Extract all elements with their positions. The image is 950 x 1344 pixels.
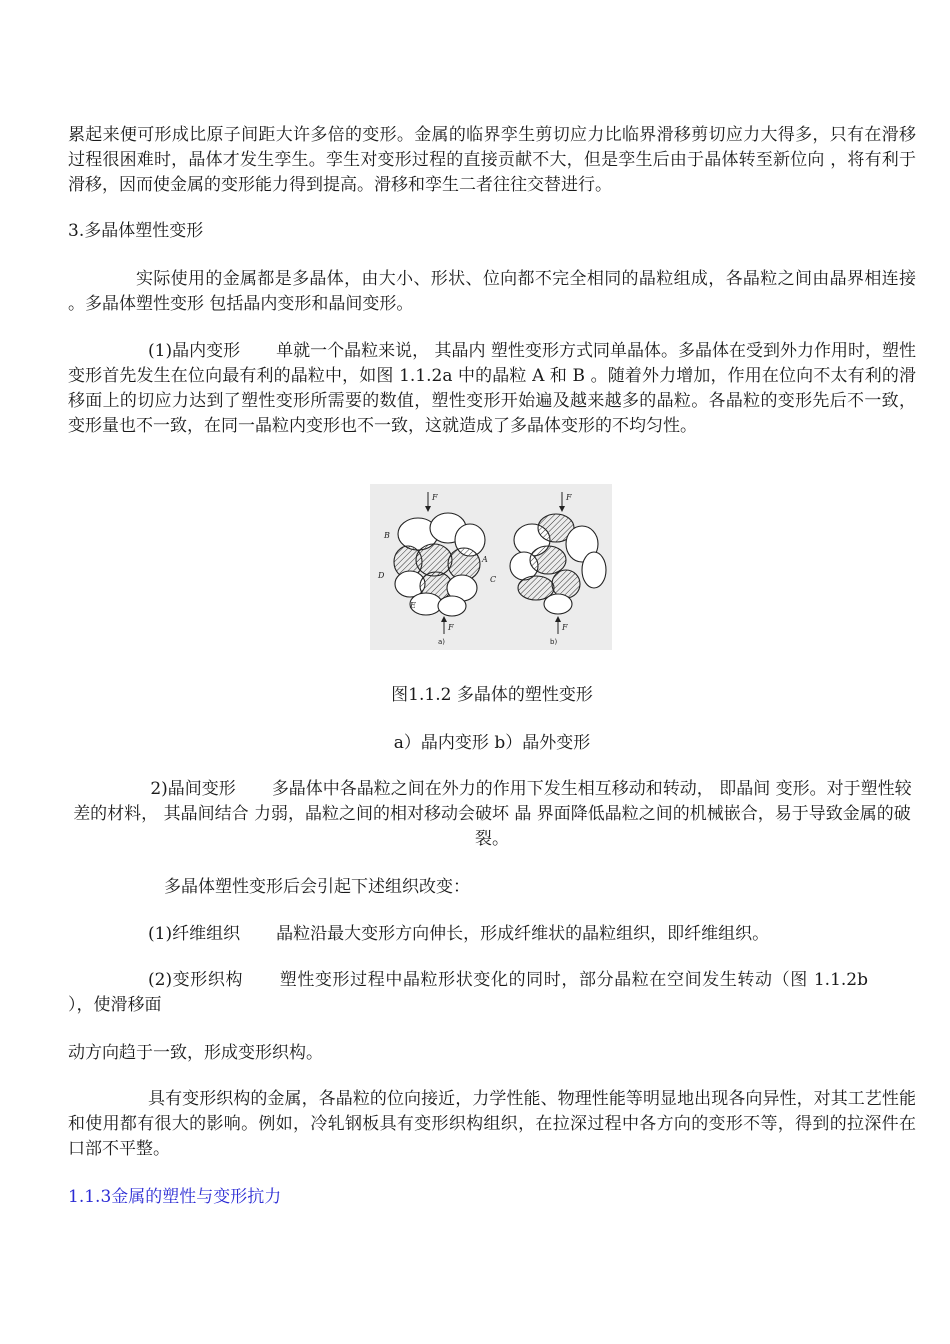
grain-label-b: B xyxy=(384,531,390,540)
paragraph-twinning: 累起来便可形成比原子间距大许多倍的变形。金属的临界孪生剪切应力比临界滑移剪切应力大得多，只有在滑移过程很困难时，晶体才发生孪生。孪生对变形过程的直接贡献不大，但是孪生后由于晶体转至新位向 ，将有利于滑移，因而使金属的变形能力得到提高。滑移和孪生二者往往交替进行。 xyxy=(68,125,916,195)
paragraph-polycrystal-intro: 实际使用的金属都是多晶体，由大小、形状、位向都不完全相同的晶粒组成，各晶粒之间由晶界相连接 。多晶体塑性变形 包括晶内变形和晶间变形。 xyxy=(68,269,916,314)
fiber-text: 晶粒沿最大变形方向伸长，形成纤维状的晶粒组织，即纤维组织。 xyxy=(276,924,770,944)
section-heading-polycrystal: 3.多晶体塑性变形 xyxy=(68,221,204,241)
force-label-bottom-b: F xyxy=(562,623,568,632)
figure-polycrystal-deformation xyxy=(370,484,612,650)
force-label-bottom-a: F xyxy=(448,623,454,632)
grain-label-c: C xyxy=(490,575,497,584)
grain-label-a: A xyxy=(482,555,488,564)
panel-b-caption: b) xyxy=(550,638,558,646)
paragraph-anisotropy: 具有变形织构的金属，各晶粒的位向接近，力学性能、物理性能等明显地出现各向异性，对其工艺性能和使用都有很大的影响。例如，冷轧钢板具有变形织构组织，在拉深过程中各方向的变形不等，得到的拉深件在口部不平整。 xyxy=(68,1089,916,1159)
panel-b-grains xyxy=(510,492,606,634)
grain-label-d: D xyxy=(378,571,385,580)
paragraph-intergranular xyxy=(68,777,916,852)
paragraph-fiber-structure xyxy=(68,922,916,947)
force-label-top-a: F xyxy=(432,493,438,502)
paragraph-texture xyxy=(68,968,868,1018)
section-heading-plasticity[interactable]: 1.1.3金属的塑性与变形抗力 xyxy=(68,1187,282,1207)
figure-subcaption: a）晶内变形 b）晶外变形 xyxy=(393,733,591,753)
force-label-top-b: F xyxy=(566,493,572,502)
paragraph-intragranular xyxy=(68,339,916,439)
panel-a-grains xyxy=(394,492,485,634)
paragraph-structure-changes: 多晶体塑性变形后会引起下述组织改变： xyxy=(164,877,470,897)
figure-caption: 图1.1.2 多晶体的塑性变形 xyxy=(391,685,593,705)
paragraph-texture-continued: 动方向趋于一致，形成变形织构。 xyxy=(68,1043,323,1063)
intergranular-label: 2)晶间变形 xyxy=(150,779,236,799)
panel-a-caption: a) xyxy=(438,638,446,646)
fiber-label: (1)纤维组织 xyxy=(148,924,241,944)
grain-label-e: E xyxy=(410,601,416,610)
intergranular-text: 多晶体中各晶粒之间在外力的作用下发生相互移动和转动， 即晶间 变形。对于塑性较差的材料， 其晶间结合 力弱，晶粒之间的相对移动会破坏 晶 界面降低晶粒之间的机械嵌合，易于导致金属的破裂。 xyxy=(73,779,912,849)
texture-text: 塑性变形过程中晶粒形状变化的同时，部分晶粒在空间发生转动（图 1.1.2b ），使滑移面 xyxy=(68,970,868,1015)
intragranular-text: 单就一个晶粒来说， 其晶内 塑性变形方式同单晶体。多晶体在受到外力作用时，塑性变形首先发生在位向最有利的晶粒中，如图 1.1.2a 中的晶粒 A 和 B 。随着外力增加，作用在位向不太有利的滑移面上的切应力达到了塑性变形所需要的数值，塑性变形开始遍及越来越多的晶粒。各晶粒的变形先后不一致，变形量也不一致，在同一晶粒内变形也不一致，这就造成了多晶体变形的不均匀性。 xyxy=(68,341,916,436)
intragranular-label: (1)晶内变形 xyxy=(148,341,241,361)
texture-label: (2)变形织构 xyxy=(148,970,244,990)
figure-diagram xyxy=(370,484,612,650)
